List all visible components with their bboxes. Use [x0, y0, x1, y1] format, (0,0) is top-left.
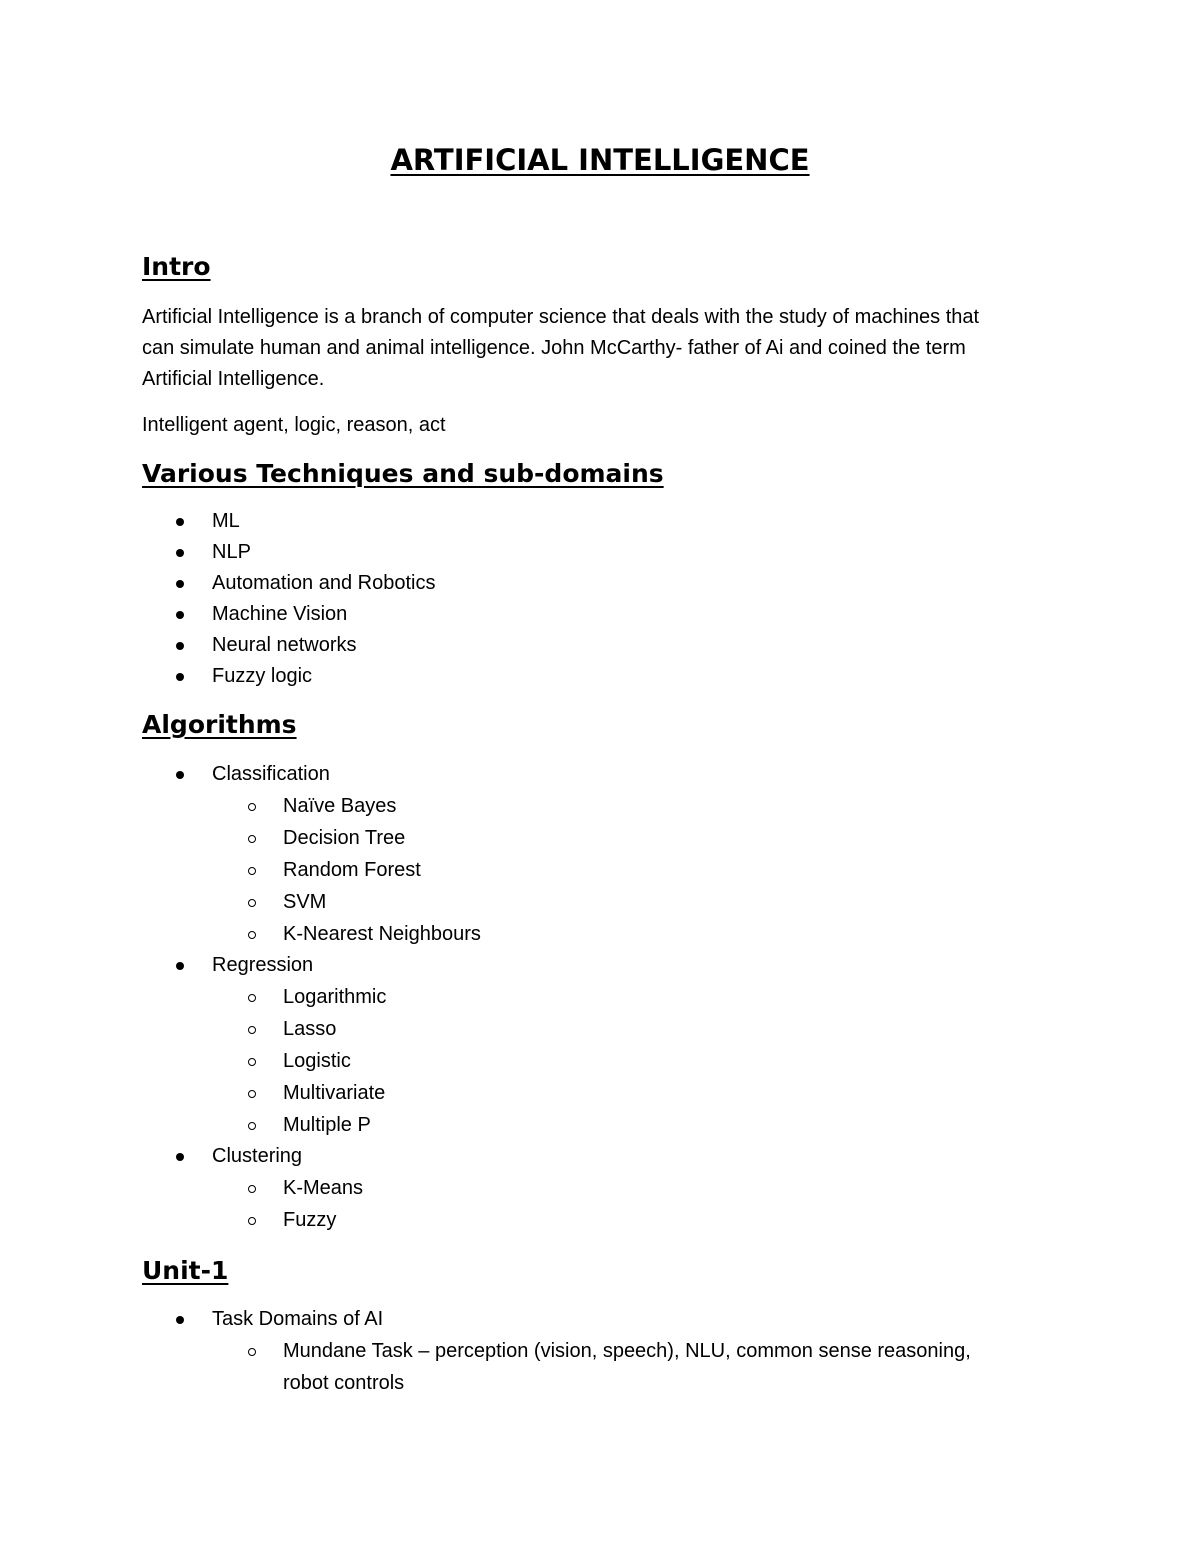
bullet-icon: [176, 580, 184, 588]
heading-intro: Intro: [142, 252, 211, 281]
intro-keywords: Intelligent agent, logic, reason, act: [142, 414, 446, 436]
circle-bullet-icon: [248, 994, 256, 1002]
circle-bullet-icon: [248, 1348, 256, 1356]
circle-bullet-icon: [248, 1026, 256, 1034]
circle-bullet-icon: [248, 867, 256, 875]
bullet-icon: [176, 771, 184, 779]
circle-bullet-icon: [248, 803, 256, 811]
bullet-icon: [176, 1153, 184, 1161]
circle-bullet-icon: [248, 1217, 256, 1225]
circle-bullet-icon: [248, 1090, 256, 1098]
intro-paragraph: [142, 302, 1072, 395]
bullet-icon: [176, 673, 184, 681]
heading-techniques: Various Techniques and sub-domains: [142, 459, 664, 488]
circle-bullet-icon: [248, 1122, 256, 1130]
document-title: ARTIFICIAL INTELLIGENCE: [390, 143, 810, 177]
bullet-icon: [176, 642, 184, 650]
circle-bullet-icon: [248, 1058, 256, 1066]
bullet-icon: [176, 518, 184, 526]
bullet-icon: [176, 1316, 184, 1324]
intro-line-3: Artificial Intelligence.: [142, 368, 325, 390]
circle-bullet-icon: [248, 899, 256, 907]
intro-line-1: Artificial Intelligence is a branch of computer science that deals with the study of machines that: [142, 306, 980, 328]
heading-unit-1: Unit-1: [142, 1256, 229, 1285]
circle-bullet-icon: [248, 1185, 256, 1193]
heading-algorithms: Algorithms: [142, 710, 297, 739]
circle-bullet-icon: [248, 931, 256, 939]
bullet-icon: [176, 611, 184, 619]
document-page: ARTIFICIAL INTELLIGENCE Intro Artificial Intelligence is a branch of computer science that deals with the study of machines that can simulate human and animal intelligence. John McCarthy- father of Ai and coined the term Artificial Intelligence. Intelligent agent, logic, reason, act Various Techniques and sub-domains ML NLP Automation and Robotics Machine Vision Neural networks Fuzzy logic Algorithms Classification Naïve Bayes Decision Tree Random Forest SVM K-Nearest Neighbours Regression Logarithmic Lasso Logistic Multivariate Multiple P Clustering K-Means Fuzzy Unit-1 Task Domains of AI Mundane Task – perception (vision, speech), NLU, common sense reasoning, robot controls: [0, 0, 1200, 1553]
bullet-icon: [176, 962, 184, 970]
bullet-icon: [176, 549, 184, 557]
circle-bullet-icon: [248, 835, 256, 843]
intro-line-2: can simulate human and animal intelligence. John McCarthy- father of Ai and coined the term: [142, 337, 966, 359]
